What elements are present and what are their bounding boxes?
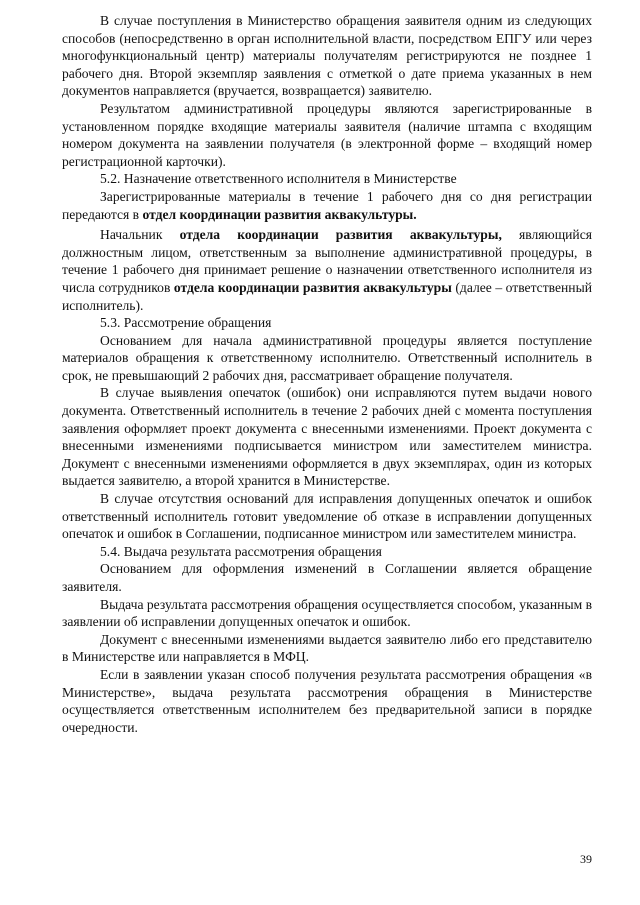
page-number: 39 bbox=[580, 852, 592, 866]
paragraph-transfer-materials bbox=[62, 188, 592, 223]
paragraph-review-basis: Основанием для начала административной процедуры является поступление материалов обращения к ответственному исполнителю. Ответственный исполнитель в срок, не превышающий 2 рабочих дня, рассматривает обращение получателя. bbox=[62, 332, 592, 383]
text-span: (далее – ответственный исполнитель). bbox=[62, 279, 592, 313]
paragraph-typo-correction: В случае выявления опечаток (ошибок) они исправляются путем выдачи нового документа. Ответственный исполнитель в течение 2 рабочих дней с момента поступления заявления оформляет проект документа с внесенными изменениями. Проект документа с внесенными изменениями подписывается министром или заместителем министра. Документ с внесенными изменениями оформляется в двух экземплярах, один из которых выдается заявителю, а второй хранится в Министерстве. bbox=[62, 385, 592, 489]
paragraph-document-issue: Документ с внесенными изменениями выдается заявителю либо его представителю в Министерстве или направляется в МФЦ. bbox=[62, 631, 592, 665]
bold-department-name: отдела координации развития аквакультуры bbox=[173, 279, 452, 295]
bold-department-name: отдел координации развития аквакультуры. bbox=[142, 206, 417, 222]
text-span: Зарегистрированные материалы в течение 1 рабочего дня со дня регистрации передаются в bbox=[62, 188, 592, 222]
bold-department-name: отдела координации развития аквакультуры, bbox=[179, 227, 502, 243]
paragraph-change-basis: Основанием для оформления изменений в Соглашении является обращение заявителя. bbox=[62, 561, 592, 594]
paragraph-assign-executor bbox=[62, 226, 592, 314]
text-span: Начальник bbox=[100, 227, 180, 243]
section-heading-5-4: 5.4. Выдача результата рассмотрения обращения bbox=[100, 543, 382, 559]
section-heading-5-3: 5.3. Рассмотрение обращения bbox=[100, 315, 272, 331]
text-span: являющийся должностным лицом, ответственным за выполнение административной процедуры, в течение 1 рабочего дня принимает решение о назначении ответственного исполнителя из числа сотрудников bbox=[62, 227, 592, 295]
paragraph-procedure-result: Результатом административной процедуры являются зарегистрированные в установленном порядке входящие материалы заявителя (наличие штампа с входящим номером документа на заявлении получателя (в электронной форме – входящий номер регистрационной карточки). bbox=[62, 100, 592, 169]
section-heading-5-2: 5.2. Назначение ответственного исполнителя в Министерстве bbox=[100, 171, 457, 187]
paragraph-refusal-notice: В случае отсутствия оснований для исправления допущенных опечаток и ошибок ответственный исполнитель готовит уведомление об отказе в исправлении допущенных опечаток и ошибок в Соглашении, подписанное министром или заместителем министра. bbox=[62, 491, 592, 542]
paragraph-in-ministry: Если в заявлении указан способ получения результата рассмотрения обращения «в Министерстве», выдача результата рассмотрения обращения в Министерстве осуществляется ответственным исполнителем без предварительной записи в порядке очередности. bbox=[62, 666, 592, 735]
paragraph-registration: В случае поступления в Министерство обращения заявителя одним из следующих способов (непосредственно в орган исполнительной власти, посредством ЕПГУ или через многофункциональный центр) материалы получателям регистрируются не позднее 1 рабочего дня. Второй экземпляр заявления с отметкой о дате приема указанных в нем документов направляется (вручается, возвращается) заявителю. bbox=[62, 13, 592, 99]
paragraph-result-delivery: Выдача результата рассмотрения обращения осуществляется способом, указанным в заявлении об исправлении допущенных опечаток и ошибок. bbox=[62, 596, 593, 630]
